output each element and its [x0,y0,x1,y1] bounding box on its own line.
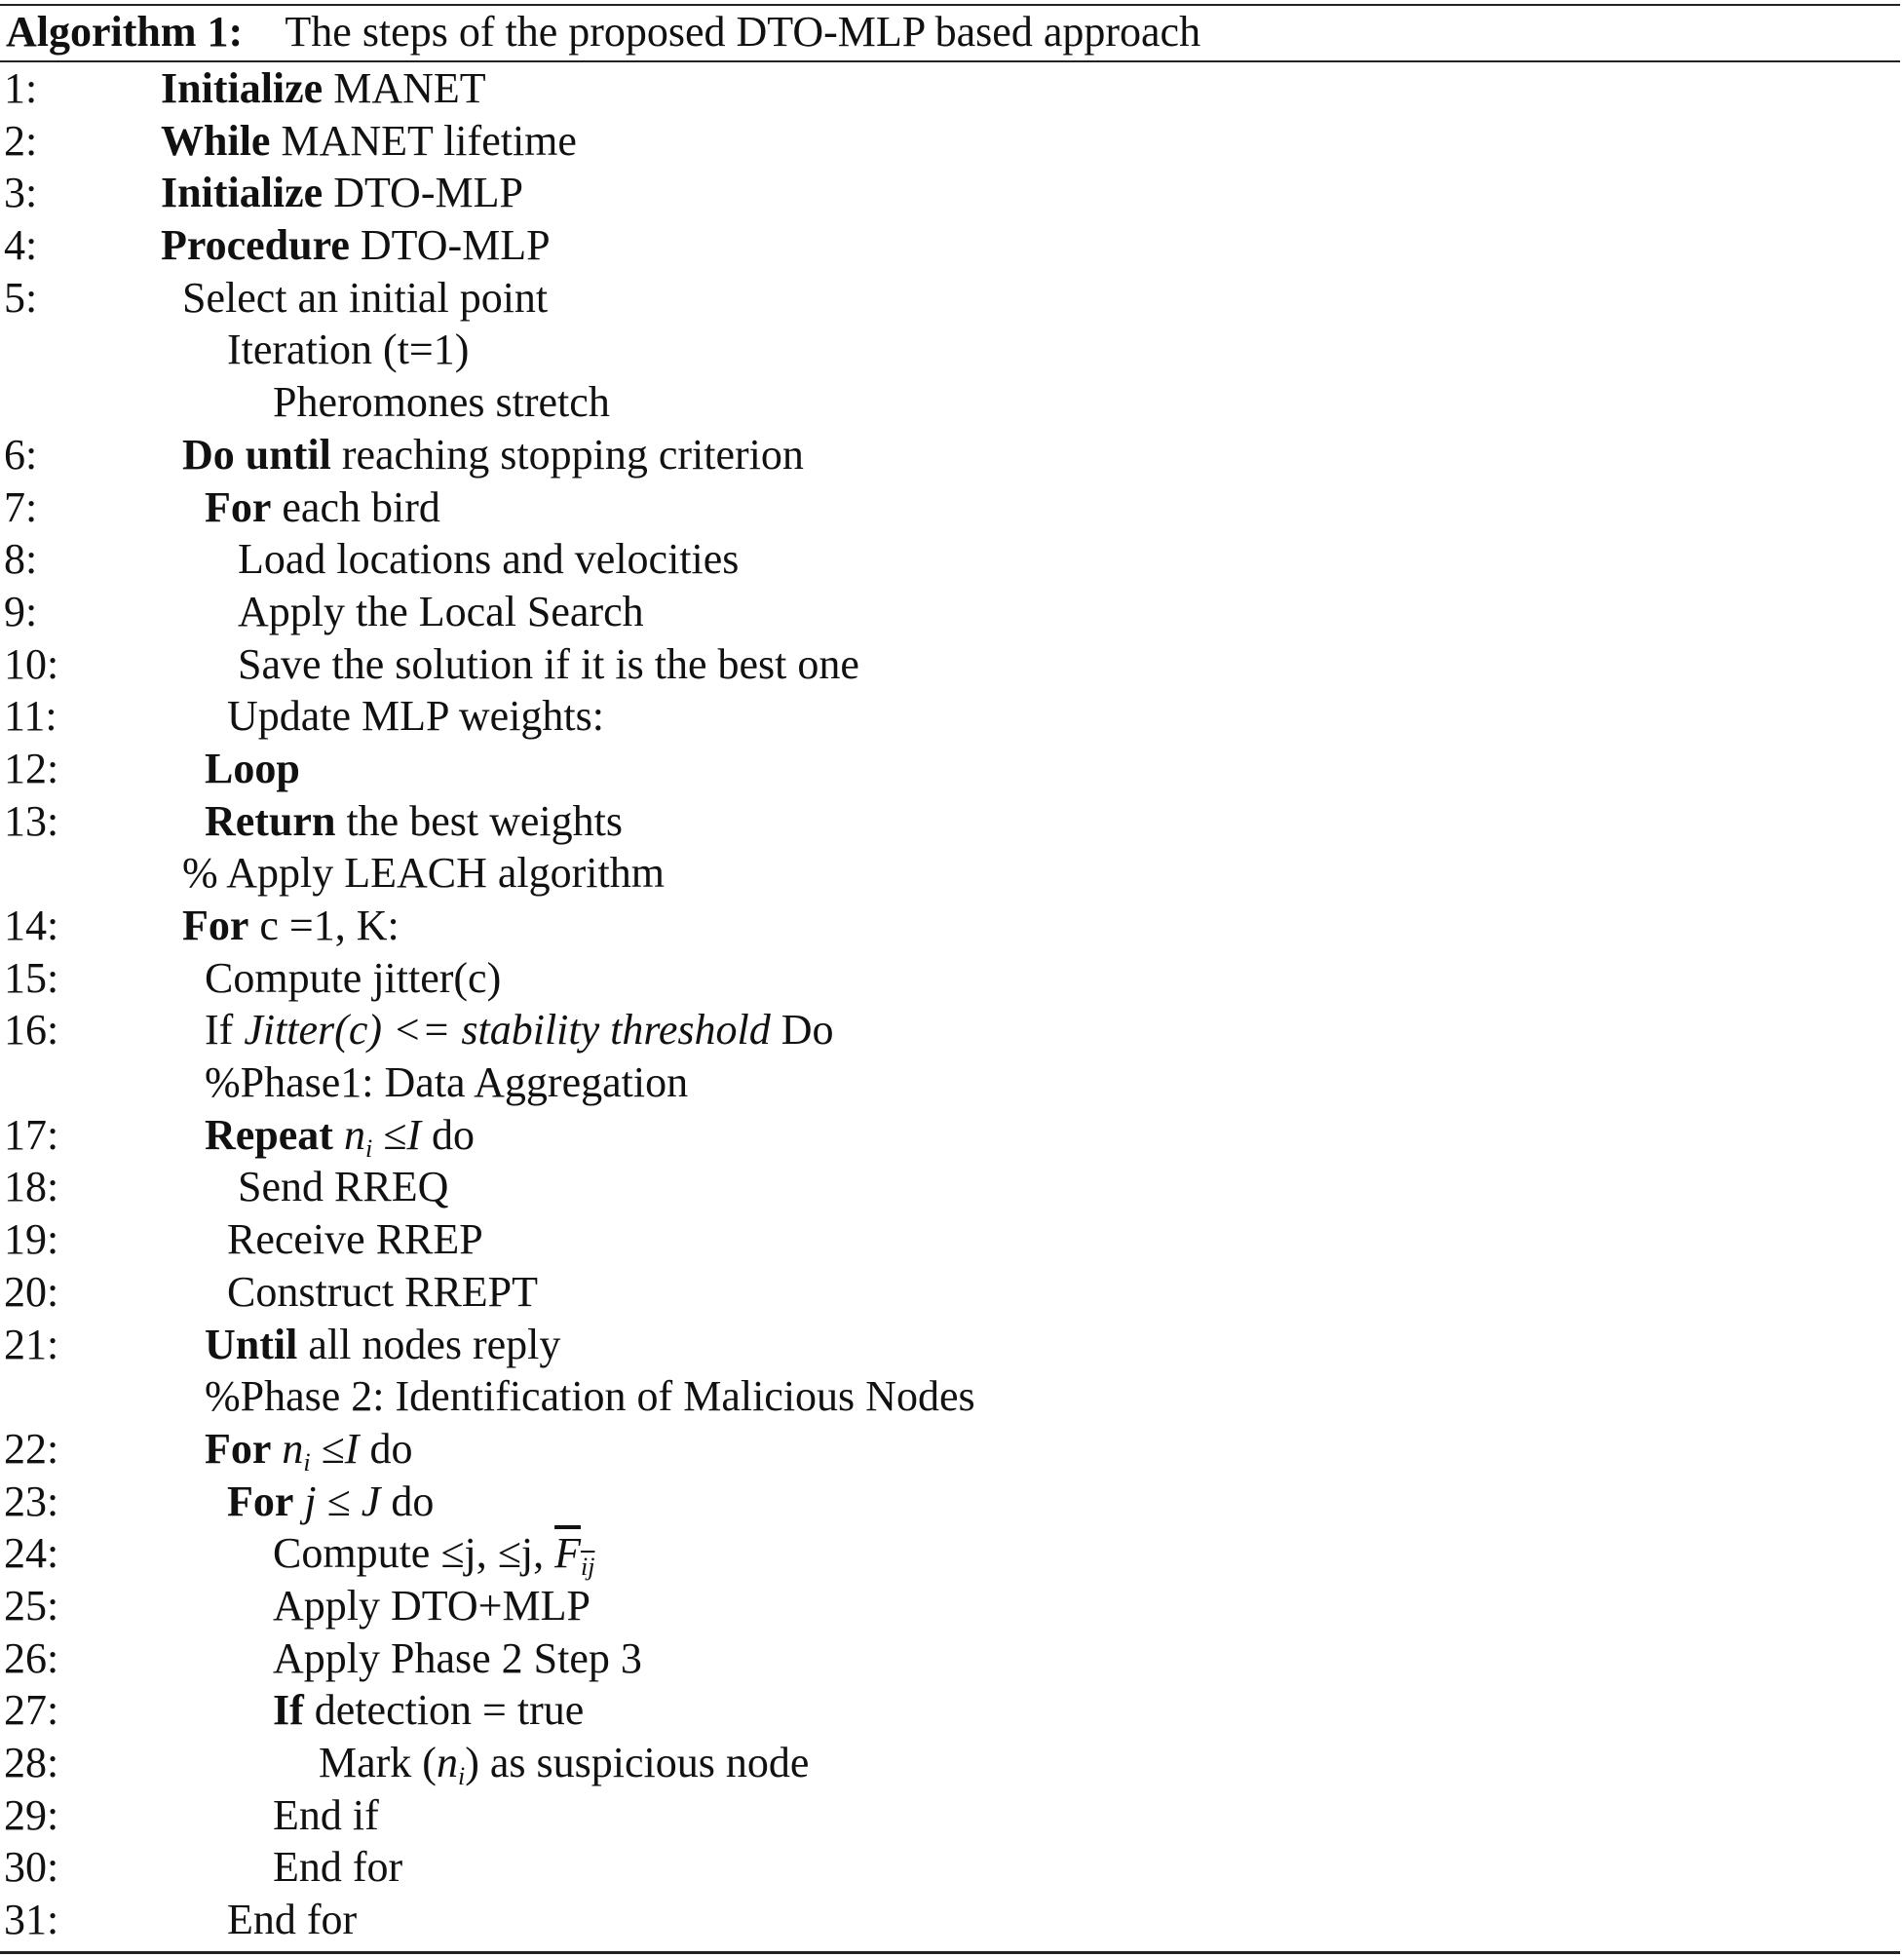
text-segment: Select an initial point [182,273,549,322]
text-segment: ) as suspicious node [465,1739,810,1786]
algorithm-line [0,952,1904,1005]
algorithm-line [0,1004,1904,1056]
text-segment: MANET lifetime [270,116,577,165]
text-segment: reaching stopping criterion [330,430,804,479]
math-symbol: I [344,1424,360,1473]
keyword: Initialize [161,64,324,112]
algorithm-label: Algorithm 1: [6,8,244,56]
line-text [227,1213,483,1266]
line-number: 3: [4,169,38,217]
text-segment: Mark ( [319,1739,437,1786]
algorithm-line [0,847,1904,900]
line-text [205,952,501,1005]
algorithm-line [0,586,1904,638]
line-text [227,1894,357,1946]
line-text [205,481,440,534]
line-text [238,586,644,638]
algorithm-line [0,795,1904,848]
math-symbol: I [406,1110,422,1159]
text-segment: do [421,1110,476,1159]
keyword: For [182,902,249,949]
text-segment: Save the solution if it is the best one [238,639,859,688]
line-text [161,62,486,115]
line-text [273,1841,402,1894]
line-number: 6: [4,430,38,479]
line-number: 17: [4,1110,59,1159]
line-text [227,324,469,376]
text-segment: End for [273,1843,403,1892]
keyword: Loop [205,744,300,792]
algorithm-line [0,1841,1904,1894]
line-number: 25: [4,1581,59,1630]
text-segment: c =1, K: [248,902,400,949]
line-text [182,847,665,900]
line-text [161,167,523,219]
line-number: 5: [4,273,38,322]
text-segment: % Apply LEACH algorithm [182,849,665,898]
text-segment: each bird [271,482,440,531]
subscript: i [303,1447,311,1477]
algorithm-line [0,690,1904,743]
algorithm-line [0,1789,1904,1842]
line-text [227,1476,434,1528]
line-text [238,1161,448,1213]
text-segment: ≤ [310,1424,345,1473]
algorithm-line [0,167,1904,219]
algorithm-line [0,429,1904,481]
line-text [205,1370,975,1423]
text-segment: Compute ≤j, ≤j, [273,1529,555,1578]
keyword: Procedure [161,221,350,270]
math-symbol: n [436,1739,458,1786]
text-segment: Receive RREP [227,1215,483,1264]
line-number: 11: [4,692,57,741]
text-segment: detection = true [303,1686,585,1735]
text-segment: DTO-MLP [349,221,551,270]
line-number: 8: [4,535,38,584]
line-number: 21: [4,1320,59,1368]
algorithm-line [0,272,1904,325]
text-segment: all nodes reply [297,1320,561,1368]
text-segment: do [359,1424,413,1473]
line-number: 14: [4,902,59,949]
text-segment: Apply Phase 2 Step 3 [273,1633,642,1682]
text-segment: ≤ [316,1477,362,1525]
line-text [205,1056,688,1109]
text-segment: %Phase1: Data Aggregation [205,1058,689,1107]
line-text [227,1266,538,1319]
algorithm-line [0,481,1904,534]
keyword: Return [205,796,336,845]
algorithm-line [0,1632,1904,1685]
line-number: 31: [4,1896,59,1944]
math-symbol: j [304,1477,317,1525]
subscript: i [364,1133,373,1163]
algorithm-line [0,324,1904,376]
text-segment: the best weights [335,796,623,845]
text-segment: Construct RREPT [227,1267,539,1316]
line-text [205,1004,834,1056]
keyword: For [205,482,272,531]
line-number: 30: [4,1843,59,1892]
algorithm-line [0,1737,1904,1789]
line-number: 1: [4,64,38,112]
algorithm-line [0,219,1904,272]
algorithm-line [0,1684,1904,1737]
line-text [273,376,610,429]
line-text [205,1319,560,1371]
line-number: 23: [4,1477,59,1525]
text-segment: End if [273,1790,379,1839]
line-text [238,638,859,691]
line-number: 28: [4,1739,59,1786]
algorithm-title: The steps of the proposed DTO-MLP based approach [285,8,1201,56]
keyword: For [205,1424,272,1473]
line-text [161,219,551,272]
line-number: 13: [4,796,59,845]
algorithm-line [0,1266,1904,1319]
algorithm-line [0,743,1904,795]
algorithm-line [0,1213,1904,1266]
text-segment: do [380,1477,435,1525]
algorithm-line [0,1894,1904,1946]
line-text [182,429,804,481]
line-number: 29: [4,1790,59,1839]
text-segment [271,1425,282,1473]
algorithm-line [0,1319,1904,1371]
keyword: Until [205,1320,298,1368]
keyword: If [273,1686,304,1735]
line-number: 10: [4,639,59,688]
line-text [273,1580,590,1632]
line-text [182,900,400,952]
math-symbol: n [282,1424,304,1473]
algorithm-line [0,533,1904,586]
line-text [273,1632,642,1685]
algorithm-lines [0,62,1904,1946]
line-number: 19: [4,1215,59,1264]
algorithm-line [0,1580,1904,1632]
text-segment: End for [227,1896,358,1944]
algorithm-line [0,638,1904,691]
caption-gap [253,8,275,56]
text-segment: Iteration (t=1) [227,326,470,374]
line-number: 27: [4,1686,59,1735]
line-number: 4: [4,221,38,270]
line-number: 2: [4,116,38,165]
keyword: Do until [182,430,331,479]
bottom-rule [0,1951,1900,1954]
line-number: 12: [4,744,59,792]
text-segment: Pheromones stretch [273,378,610,427]
algorithm-line [0,376,1904,429]
line-number: 22: [4,1424,59,1473]
line-text [238,533,739,586]
algorithm-line [0,1056,1904,1109]
algorithm-line [0,1423,1904,1476]
text-segment: %Phase 2: Identification of Malicious Nodes [205,1372,975,1421]
keyword: Initialize [161,169,324,217]
line-text [205,795,623,848]
line-number: 24: [4,1529,59,1578]
algorithm-line [0,1161,1904,1213]
algorithm-line [0,1476,1904,1528]
text-segment: Apply the Local Search [238,587,644,635]
math-symbol: J [361,1477,381,1525]
math-symbol: Jitter(c) <= stability threshold [244,1006,771,1055]
text-segment: Apply DTO+MLP [273,1581,590,1630]
subscript: ij [580,1553,595,1582]
text-segment: If [205,1006,245,1055]
text-segment: Send RREQ [238,1163,449,1211]
line-text [182,272,548,325]
line-number: 26: [4,1633,59,1682]
algorithm-line [0,1109,1904,1162]
line-number: 7: [4,482,38,531]
line-text [205,743,300,795]
math-symbol: $\overline{F}$ [554,1529,581,1578]
text-segment: DTO-MLP [323,169,523,217]
math-symbol: n [343,1110,365,1159]
line-number: 15: [4,953,59,1002]
text-segment: ≤ [372,1110,407,1159]
line-text [273,1789,379,1842]
line-number: 16: [4,1006,59,1055]
algorithm-caption [6,6,1200,58]
algorithm-line [0,900,1904,952]
line-text [161,115,577,168]
algorithm-line [0,1527,1904,1580]
text-segment: MANET [323,64,486,112]
algorithm-line [0,115,1904,168]
text-segment: Load locations and velocities [238,535,740,584]
keyword: While [161,116,271,165]
line-number: 9: [4,587,38,635]
line-number: 20: [4,1267,59,1316]
algorithm-line [0,62,1904,115]
text-segment [333,1111,344,1159]
subscript: i [457,1762,466,1790]
keyword: For [227,1477,294,1525]
keyword: Repeat [205,1110,333,1159]
text-segment: Update MLP weights: [227,692,604,741]
line-text [227,690,604,743]
text-segment [293,1477,304,1525]
line-number: 18: [4,1163,59,1211]
algorithm-line [0,1370,1904,1423]
line-text [273,1684,584,1737]
text-segment: Do [770,1006,834,1055]
text-segment: Compute jitter(c) [205,953,502,1002]
